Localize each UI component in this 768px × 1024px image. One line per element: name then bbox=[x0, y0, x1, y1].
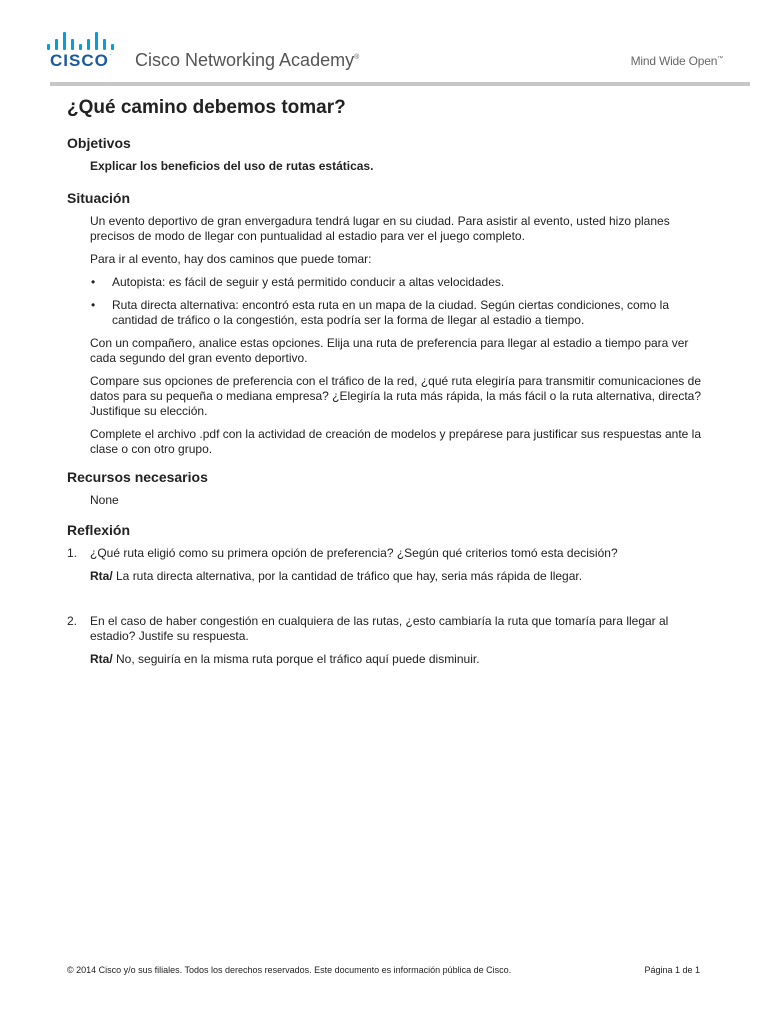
tagline: Mind Wide Open™ bbox=[630, 54, 723, 68]
cisco-logo-text: CISCO. bbox=[50, 51, 113, 70]
situacion-heading: Situación bbox=[67, 190, 131, 206]
situacion-paragraph-3: Con un compañero, analice estas opciones. Elija una ruta de preferencia para llegar al estadio a tiempo para ver cada segundo del gran evento deportivo. bbox=[90, 336, 689, 365]
objetivos-text: Explicar los beneficios del uso de rutas estáticas. bbox=[90, 159, 374, 173]
situacion-paragraph-2: Para ir al evento, hay dos caminos que puede tomar: bbox=[90, 252, 372, 266]
copyright-text: © 2014 Cisco y/o sus filiales. Todos los derechos reservados. Este documento es información pública de Cisco. bbox=[67, 965, 512, 975]
situacion-paragraph-1: Un evento deportivo de gran envergadura tendrá lugar en su ciudad. Para asistir al evento, usted hizo planes precisos de modo de llegar con puntualidad al estadio para ver el juego completo. bbox=[90, 214, 670, 243]
header-rule bbox=[50, 82, 750, 86]
page-header bbox=[0, 0, 768, 88]
list-item: • Autopista: es fácil de seguir y está permitido conducir a altas velocidades. bbox=[91, 275, 505, 289]
recursos-section bbox=[67, 469, 707, 508]
bullet-icon: • bbox=[91, 275, 96, 289]
question-text: En el caso de haber congestión en cualquiera de las rutas, ¿esto cambiaría la ruta que tomaría para llegar al estadio? Justife su respuesta. bbox=[90, 614, 669, 643]
question-item: 1. ¿Qué ruta eligió como su primera opción de preferencia? ¿Según qué criterios tomó esta decisión? Rta/ La ruta directa alternativa, por la cantidad de tráfico que hay, seria más rápida de llegar. bbox=[67, 546, 707, 584]
route-options-list bbox=[67, 275, 707, 328]
situacion-paragraph-4: Compare sus opciones de preferencia con el tráfico de la red, ¿qué ruta elegiría para transmitir comunicaciones de datos para su pequeña o mediana empresa? ¿Elegiría la ruta más rápida, la más fácil o la ruta alternativa, directa? Justifique su elección. bbox=[90, 374, 702, 418]
list-item: • Ruta directa alternativa: encontró esta ruta en un mapa de la ciudad. Según ciertas condiciones, como la cantidad de tráfico o la congestión, esta podría ser la forma de llegar al estadio a tiempo. bbox=[91, 298, 669, 327]
document-body bbox=[67, 97, 707, 667]
objetivos-heading: Objetivos bbox=[67, 135, 131, 151]
question-item: 2. En el caso de haber congestión en cualquiera de las rutas, ¿esto cambiaría la ruta que tomaría para llegar al estadio? Justife su respuesta. Rta/ No, seguiría en la misma ruta porque el tráfico aquí puede disminuir. bbox=[67, 614, 707, 667]
recursos-text: None bbox=[90, 493, 119, 507]
reflexion-section bbox=[67, 522, 707, 667]
answer-text: Rta/ No, seguiría en la misma ruta porque el tráfico aquí puede disminuir. bbox=[90, 652, 480, 666]
objetivos-section bbox=[67, 135, 707, 174]
academy-name: Cisco Networking Academy® bbox=[135, 50, 360, 70]
reflexion-heading: Reflexión bbox=[67, 522, 131, 538]
cisco-logo-icon bbox=[47, 30, 117, 50]
situacion-paragraph-5: Complete el archivo .pdf con la actividad de creación de modelos y prepárese para justificar sus respuestas ante la clase o con otro grupo. bbox=[90, 427, 701, 456]
answer-text: Rta/ La ruta directa alternativa, por la cantidad de tráfico que hay, seria más rápida de llegar. bbox=[90, 569, 583, 583]
page-number: Página 1 de 1 bbox=[644, 965, 700, 975]
page-title: ¿Qué camino debemos tomar? bbox=[67, 97, 346, 118]
recursos-heading: Recursos necesarios bbox=[67, 469, 208, 485]
question-text: ¿Qué ruta eligió como su primera opción de preferencia? ¿Según qué criterios tomó esta decisión? bbox=[90, 546, 618, 560]
bullet-icon: • bbox=[91, 298, 96, 312]
situacion-section bbox=[67, 190, 707, 457]
reflexion-questions bbox=[67, 546, 707, 667]
